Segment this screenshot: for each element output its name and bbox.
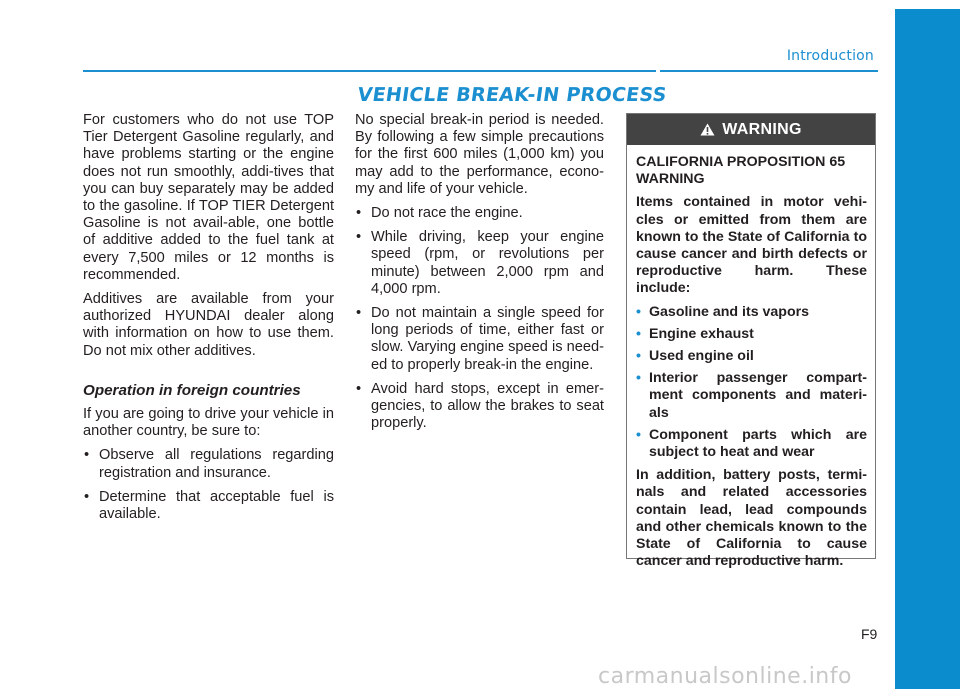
detergent-paragraph: For customers who do not use TOP Tier Detergent Gasoline regularly, and have problems starting or the engine does not run smoothly, addi-tives that you can buy separately may be added to the gasoline. If TOP TIER Detergent Gasoline is not avail-able, one bottle of additive added to the fuel tank at every 7,500 miles or 12 months is recommended. <box>83 112 334 283</box>
list-item: • Do not maintain a single speed for long periods of time, either fast or slow. Varying engine speed is need-ed to properly break-in the engine. <box>356 305 604 373</box>
list-item: • Observe all regulations regarding registration and insurance. <box>84 447 334 481</box>
list-item: • Engine exhaust <box>636 325 754 342</box>
warning-list <box>636 304 867 462</box>
warning-closing: In addition, battery posts, termi-nals and related accessories contain lead, lead compounds and other chemicals known to the State of California to cause cancer and reproductive harm. <box>636 467 867 570</box>
foreign-countries-heading: Operation in foreign countries <box>83 381 301 399</box>
header-rule-gap <box>656 69 660 73</box>
list-item: • Do not race the engine. <box>356 205 523 222</box>
bullet-icon: • <box>636 426 641 443</box>
bullet-icon: • <box>356 380 362 397</box>
list-item: • Determine that acceptable fuel is available. <box>84 488 334 523</box>
bullet-icon: • <box>356 229 362 246</box>
chapter-side-tab <box>895 9 960 689</box>
list-item: • Interior passenger compart-ment components and materi-als <box>636 370 867 421</box>
warning-body <box>627 145 875 570</box>
bullet-icon: • <box>636 370 641 387</box>
bullet-icon: • <box>356 205 362 222</box>
list-item: • Gasoline and its vapors <box>636 303 810 320</box>
break-in-intro: No special break-in period is needed. By following a few simple precautions for the first 600 miles (1,000 km) you may add to the performance, econo-my and life of your vehicle. <box>355 112 604 197</box>
header-rule <box>83 70 878 72</box>
foreign-intro: If you are going to drive your vehicle in another country, be sure to: <box>83 406 334 440</box>
warning-intro: Items contained in motor vehi-cles or emitted from them are known to the State of California to cause cancer and birth defects or reproductive harm. These include: <box>636 194 867 297</box>
bullet-icon: • <box>636 348 641 365</box>
section-title: Introduction <box>786 48 874 64</box>
list-item: • Avoid hard stops, except in emer-gencies, to allow the brakes to seat properly. <box>356 380 604 432</box>
break-in-list <box>355 205 604 432</box>
warning-header <box>627 114 875 145</box>
warning-box <box>626 113 876 570</box>
watermark: carmanualsonline.info <box>598 664 852 689</box>
bullet-icon: • <box>636 303 641 320</box>
bullet-icon: • <box>636 325 641 342</box>
list-item: • Component parts which are subject to heat and wear <box>636 426 867 461</box>
additives-paragraph: Additives are available from your authorized HYUNDAI dealer along with information on how to use them. Do not mix other additives. <box>83 291 334 359</box>
warning-label: WARNING <box>722 120 802 138</box>
foreign-list <box>83 447 334 523</box>
warning-triangle-icon <box>700 123 715 136</box>
list-item: • While driving, keep your engine speed (rpm, or revolutions per minute) between 2,000 rpm and 4,000 rpm. <box>356 229 604 297</box>
list-item: • Used engine oil <box>636 348 754 365</box>
warning-heading: CALIFORNIA PROPOSITION 65 WARNING <box>636 154 846 188</box>
bullet-icon: • <box>84 447 90 464</box>
left-column <box>83 112 334 530</box>
middle-column <box>355 112 604 439</box>
break-in-title: VEHICLE BREAK-IN PROCESS <box>356 84 669 106</box>
page-number: F9 <box>861 626 878 642</box>
bullet-icon: • <box>356 305 362 322</box>
bullet-icon: • <box>84 488 90 505</box>
